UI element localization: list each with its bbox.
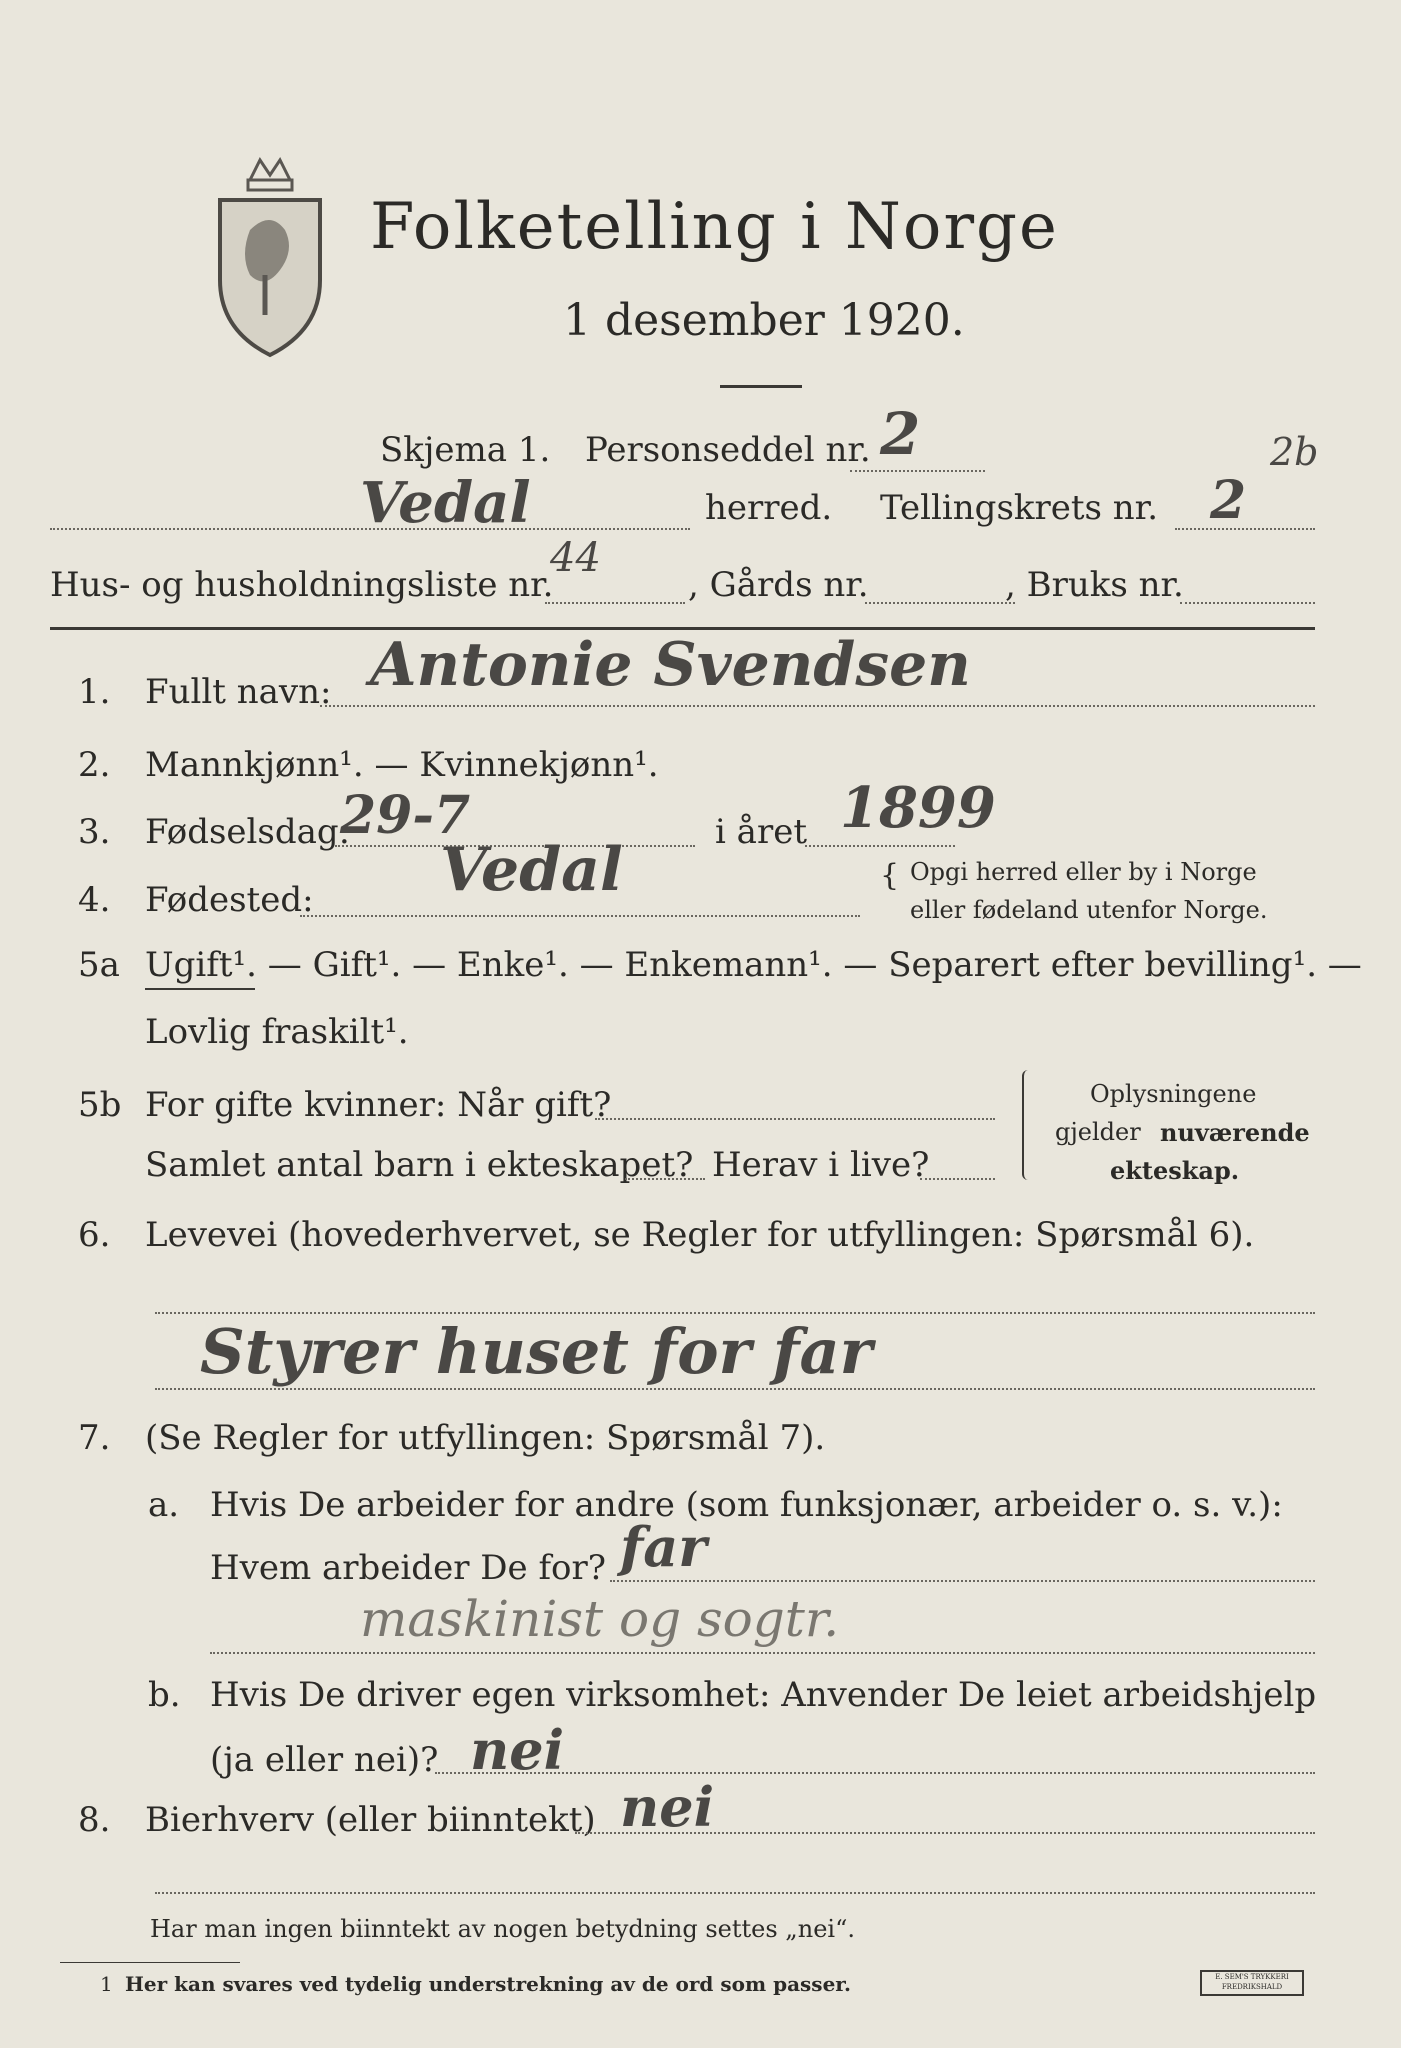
- q7b-value: nei: [470, 1718, 565, 1782]
- q5b-bracket: [1022, 1070, 1028, 1180]
- footnote-rule: [60, 1962, 240, 1963]
- q2-label: Mannkjønn¹. — Kvinnekjønn¹.: [145, 745, 659, 785]
- footer-note: Har man ingen biinntekt av nogen betydning settes „nei“.: [150, 1915, 855, 1943]
- footnote-number: 1: [100, 1972, 113, 1996]
- q7a-line-1: [610, 1580, 1315, 1582]
- q5b-label-2: Samlet antal barn i ekteskapet?: [145, 1145, 694, 1185]
- q5b-note-3: ekteskap.: [1110, 1156, 1240, 1185]
- personseddel-line: [850, 470, 985, 472]
- q3-number: 3.: [78, 812, 111, 852]
- hus-label: Hus- og husholdningsliste nr.: [50, 565, 554, 605]
- q6-line-2: [155, 1388, 1315, 1390]
- footnote-text: Her kan svares ved tydelig understrekning av de ord som passer.: [125, 1972, 851, 1996]
- q1-number: 1.: [78, 672, 111, 712]
- coat-of-arms-icon: [210, 140, 330, 360]
- q5a-label-2: Lovlig fraskilt¹.: [145, 1012, 409, 1052]
- title-divider: [720, 385, 802, 388]
- q5a-underline: [145, 988, 255, 990]
- skjema-label: Skjema 1.: [380, 430, 551, 470]
- personseddel-label: Personseddel nr.: [585, 430, 871, 470]
- herred-value: Vedal: [360, 470, 531, 536]
- q3-year-value: 1899: [840, 775, 996, 841]
- q5b-children-line: [625, 1178, 705, 1180]
- q7a-value-2: maskinist og sogtr.: [360, 1590, 840, 1648]
- q1-value: Antonie Svendsen: [370, 630, 971, 700]
- q7-number: 7.: [78, 1418, 111, 1458]
- q8-line-2: [155, 1892, 1315, 1894]
- q5b-note-2b: nuværende: [1160, 1118, 1310, 1147]
- q5b-alive-line: [920, 1178, 995, 1180]
- q3-year-label: i året: [715, 812, 807, 852]
- q4-number: 4.: [78, 880, 111, 920]
- q5a-label: Ugift¹. — Gift¹. — Enke¹. — Enkemann¹. — Separert efter bevilling¹. —: [145, 945, 1362, 985]
- q2-number: 2.: [78, 745, 111, 785]
- q8-line-1: [575, 1832, 1315, 1834]
- herred-line: [50, 528, 690, 530]
- tellingskrets-value: 2: [1210, 470, 1247, 531]
- form-title: Folketelling i Norge: [370, 190, 1059, 264]
- q3-value: 29-7: [340, 785, 471, 846]
- q6-number: 6.: [78, 1215, 111, 1255]
- q1-line: [320, 705, 1315, 707]
- q7b-number: b.: [148, 1675, 181, 1715]
- q5b-number: 5b: [78, 1085, 122, 1125]
- hus-line: [545, 602, 685, 604]
- q6-label: Levevei (hovederhvervet, se Regler for utfyllingen: Spørsmål 6).: [145, 1215, 1255, 1255]
- q6-value: Styrer huset for far: [200, 1315, 873, 1388]
- q4-brace: {: [880, 858, 900, 893]
- q6-line-1: [155, 1312, 1315, 1314]
- bruks-line: [1180, 602, 1315, 604]
- q8-number: 8.: [78, 1800, 111, 1840]
- gards-label: , Gårds nr.: [688, 565, 869, 605]
- q5a-number: 5a: [78, 945, 120, 985]
- q3-label: Fødselsdag:: [145, 812, 351, 852]
- q7a-line-2: [210, 1652, 1315, 1654]
- tellingskrets-label: Tellingskrets nr.: [880, 488, 1159, 528]
- printer-stamp: [1200, 1970, 1304, 1996]
- printer-line-1: E. SEM'S TRYKKERI: [1215, 1973, 1289, 1981]
- q7b-line: [435, 1772, 1315, 1774]
- q5b-note-1: Oplysningene: [1090, 1080, 1257, 1108]
- q4-line: [300, 915, 860, 917]
- q7b-label-2: (ja eller nei)?: [210, 1740, 439, 1780]
- q8-label: Bierhverv (eller biinntekt): [145, 1800, 596, 1840]
- hus-value: 44: [550, 535, 601, 581]
- q5b-note-2: gjelder: [1055, 1118, 1141, 1146]
- q4-note-2: eller fødeland utenfor Norge.: [910, 896, 1268, 924]
- q5b-label: For gifte kvinner: Når gift?: [145, 1085, 612, 1125]
- printer-line-2: FREDRIKSHALD: [1221, 1983, 1283, 1991]
- q8-value: nei: [620, 1775, 715, 1839]
- personseddel-value: 2: [880, 400, 921, 468]
- q7-label: (Se Regler for utfyllingen: Spørsmål 7).: [145, 1418, 826, 1458]
- q4-value: Vedal: [440, 835, 623, 905]
- gards-line: [865, 602, 1015, 604]
- q1-label: Fullt navn:: [145, 672, 332, 712]
- q5b-label-3: Herav i live?: [712, 1145, 930, 1185]
- q7b-label: Hvis De driver egen virksomhet: Anvender De leiet arbeidshjelp: [210, 1675, 1317, 1715]
- tellingskrets-line: [1175, 528, 1315, 530]
- q7a-value: far: [620, 1515, 707, 1579]
- herred-label: herred.: [705, 488, 833, 528]
- q7a-label: Hvis De arbeider for andre (som funksjonær, arbeider o. s. v.):: [210, 1485, 1283, 1525]
- q7a-label-2: Hvem arbeider De for?: [210, 1548, 606, 1588]
- q5b-married-line: [595, 1118, 995, 1120]
- q4-note-1: Opgi herred eller by i Norge: [910, 858, 1257, 886]
- q7a-number: a.: [148, 1485, 180, 1525]
- tellingskrets-extra: 2b: [1270, 430, 1319, 474]
- form-date: 1 desember 1920.: [563, 295, 965, 346]
- q3-year-line: [805, 845, 955, 847]
- bruks-label: , Bruks nr.: [1005, 565, 1184, 605]
- q4-label: Fødested:: [145, 880, 314, 920]
